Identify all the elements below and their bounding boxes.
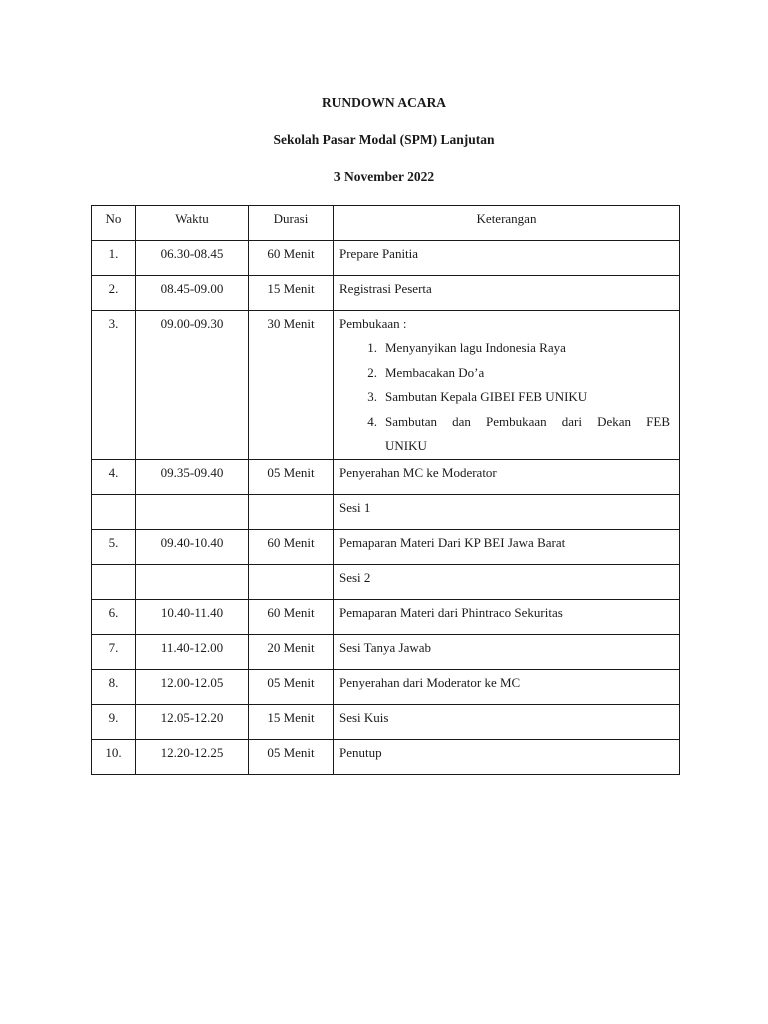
cell-duration: 05 Menit (249, 669, 334, 704)
cell-no: 5. (92, 529, 136, 564)
table-row (92, 241, 680, 276)
cell-time: 09.35-09.40 (136, 459, 249, 494)
cell-duration: 60 Menit (249, 529, 334, 564)
cell-no: 8. (92, 669, 136, 704)
column-header-description: Keterangan (334, 206, 680, 241)
list-item (339, 385, 674, 410)
cell-description: Sesi 1 (334, 494, 680, 529)
cell-time: 08.45-09.00 (136, 276, 249, 311)
cell-time: 12.05-12.20 (136, 704, 249, 739)
cell-time: 09.00-09.30 (136, 311, 249, 460)
table-row (92, 704, 680, 739)
cell-duration: 60 Menit (249, 599, 334, 634)
cell-duration: 20 Menit (249, 634, 334, 669)
cell-time: 12.20-12.25 (136, 739, 249, 774)
column-header-duration: Durasi (249, 206, 334, 241)
table-row-session-2 (92, 564, 680, 599)
cell-no: 3. (92, 311, 136, 460)
cell-no: 1. (92, 241, 136, 276)
cell-description: Penyerahan MC ke Moderator (334, 459, 680, 494)
cell-description: Prepare Panitia (334, 241, 680, 276)
opening-label: Pembukaan : (339, 316, 407, 331)
cell-duration (249, 494, 334, 529)
table-row (92, 599, 680, 634)
cell-no: 9. (92, 704, 136, 739)
table-row (92, 739, 680, 774)
cell-duration: 15 Menit (249, 704, 334, 739)
cell-no: 6. (92, 599, 136, 634)
table-header-row (92, 206, 680, 241)
cell-time: 10.40-11.40 (136, 599, 249, 634)
cell-description: Sesi Tanya Jawab (334, 634, 680, 669)
table-row (92, 529, 680, 564)
table-row (92, 634, 680, 669)
cell-duration: 15 Menit (249, 276, 334, 311)
cell-description (334, 311, 680, 460)
list-item-text-line: Sambutan dan Pembukaan dari Dekan FEB (385, 413, 670, 429)
cell-description: Penutup (334, 739, 680, 774)
list-item (339, 410, 674, 459)
cell-no: 2. (92, 276, 136, 311)
table-row (92, 459, 680, 494)
cell-description: Sesi 2 (334, 564, 680, 599)
cell-time: 12.00-12.05 (136, 669, 249, 704)
list-item-text: Membacakan Do’a (385, 364, 485, 380)
cell-description: Pemaparan Materi Dari KP BEI Jawa Barat (334, 529, 680, 564)
cell-duration: 05 Menit (249, 739, 334, 774)
cell-description: Sesi Kuis (334, 704, 680, 739)
opening-agenda-list (339, 336, 674, 459)
list-item-number: 4. (367, 413, 377, 429)
list-item-text: Menyanyikan lagu Indonesia Raya (385, 340, 566, 355)
list-item-number: 1. (367, 340, 377, 355)
column-header-no: No (92, 206, 136, 241)
cell-duration (249, 564, 334, 599)
cell-duration: 30 Menit (249, 311, 334, 460)
cell-no (92, 564, 136, 599)
cell-description: Penyerahan dari Moderator ke MC (334, 669, 680, 704)
cell-time (136, 494, 249, 529)
document-date: 3 November 2022 (333, 169, 435, 184)
cell-duration: 05 Menit (249, 459, 334, 494)
column-header-time: Waktu (136, 206, 249, 241)
list-item-number: 2. (367, 364, 377, 380)
list-item-number: 3. (367, 389, 377, 404)
table-row (92, 276, 680, 311)
list-item (339, 361, 674, 386)
cell-no: 7. (92, 634, 136, 669)
cell-time (136, 564, 249, 599)
list-item (339, 336, 674, 361)
list-item-text: Sambutan Kepala GIBEI FEB UNIKU (385, 389, 588, 404)
table-row (92, 669, 680, 704)
cell-time: 09.40-10.40 (136, 529, 249, 564)
rundown-table (91, 205, 680, 775)
cell-no: 10. (92, 739, 136, 774)
cell-no: 4. (92, 459, 136, 494)
cell-no (92, 494, 136, 529)
table-row-session-1 (92, 494, 680, 529)
list-item-text (385, 410, 674, 459)
list-item-text-line: UNIKU (385, 438, 427, 453)
cell-duration: 60 Menit (249, 241, 334, 276)
table-row (92, 311, 680, 460)
cell-description: Registrasi Peserta (334, 276, 680, 311)
document-title: RUNDOWN ACARA (321, 95, 447, 110)
cell-time: 06.30-08.45 (136, 241, 249, 276)
cell-description: Pemaparan Materi dari Phintraco Sekuritas (334, 599, 680, 634)
cell-time: 11.40-12.00 (136, 634, 249, 669)
document-subtitle: Sekolah Pasar Modal (SPM) Lanjutan (273, 132, 495, 147)
